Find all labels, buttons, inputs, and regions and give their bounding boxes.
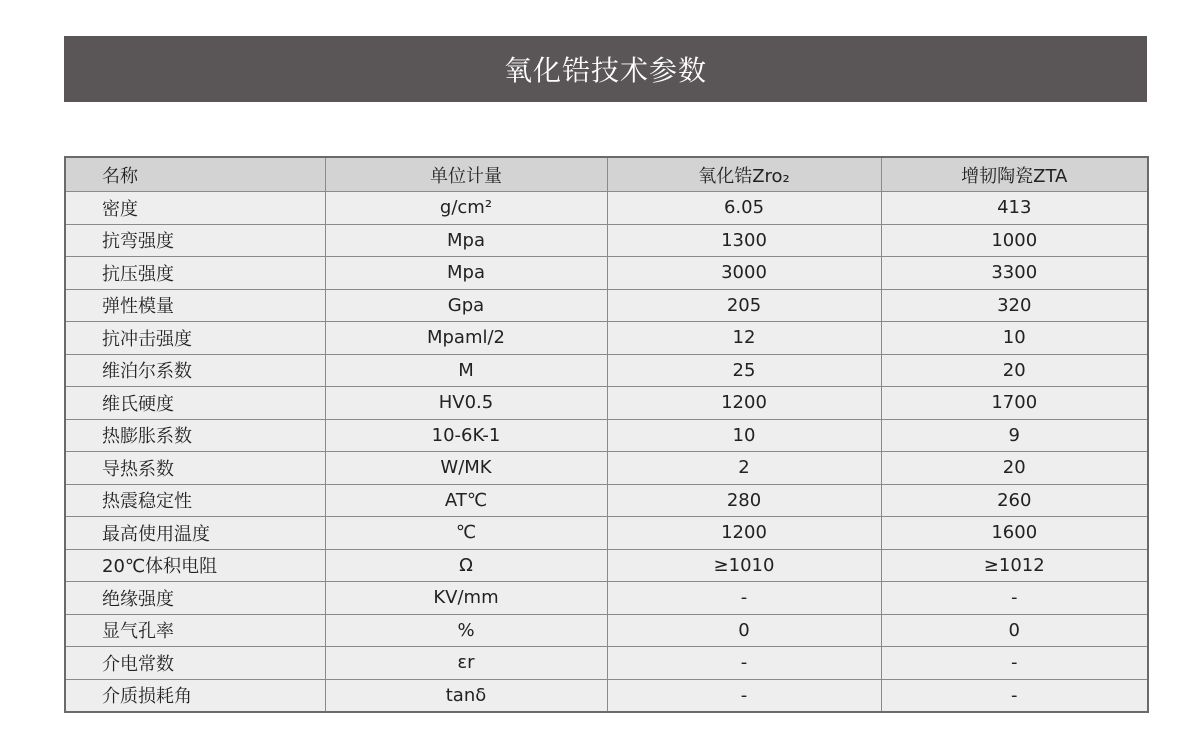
unit-cell: g/cm²	[325, 192, 607, 225]
unit-cell: ℃	[325, 517, 607, 550]
property-name: 密度	[65, 192, 325, 225]
page-title: 氧化锆技术参数	[503, 54, 707, 87]
zro2-value: 10	[607, 419, 881, 452]
header-zta: 增韧陶瓷ZTA	[881, 157, 1148, 192]
table-row	[65, 484, 1148, 517]
zro2-value: 3000	[607, 257, 881, 290]
unit-cell: AT℃	[325, 484, 607, 517]
unit-cell: 10-6K-1	[325, 419, 607, 452]
zro2-value: -	[607, 582, 881, 615]
zta-value: -	[881, 679, 1148, 712]
table-row	[65, 679, 1148, 712]
header-zro2: 氧化锆Zro₂	[607, 157, 881, 192]
zro2-value: 1200	[607, 387, 881, 420]
zro2-value: 1300	[607, 224, 881, 257]
property-name: 介质损耗角	[65, 679, 325, 712]
zta-value: -	[881, 582, 1148, 615]
zta-value: 413	[881, 192, 1148, 225]
zro2-value: 205	[607, 289, 881, 322]
unit-cell: Ω	[325, 549, 607, 582]
spec-table	[64, 156, 1149, 713]
zta-value: 3300	[881, 257, 1148, 290]
property-name: 热膨胀系数	[65, 419, 325, 452]
property-name: 维泊尔系数	[65, 354, 325, 387]
table-row	[65, 387, 1148, 420]
zro2-value: ≥1010	[607, 549, 881, 582]
property-name: 抗压强度	[65, 257, 325, 290]
table-body	[65, 192, 1148, 713]
table-row	[65, 257, 1148, 290]
header-unit: 单位计量	[325, 157, 607, 192]
table-row	[65, 647, 1148, 680]
zro2-value: 280	[607, 484, 881, 517]
table-row	[65, 517, 1148, 550]
zro2-value: 2	[607, 452, 881, 485]
table-row	[65, 452, 1148, 485]
unit-cell: εr	[325, 647, 607, 680]
property-name: 绝缘强度	[65, 582, 325, 615]
zro2-value: -	[607, 679, 881, 712]
zro2-value: 25	[607, 354, 881, 387]
zta-value: 260	[881, 484, 1148, 517]
table-row	[65, 582, 1148, 615]
table-row	[65, 419, 1148, 452]
zta-value: 20	[881, 354, 1148, 387]
unit-cell: HV0.5	[325, 387, 607, 420]
zro2-value: 6.05	[607, 192, 881, 225]
property-name: 抗弯强度	[65, 224, 325, 257]
unit-cell: Mpa	[325, 224, 607, 257]
table-row	[65, 322, 1148, 355]
unit-cell: tanδ	[325, 679, 607, 712]
header-name: 名称	[65, 157, 325, 192]
zta-value: 1700	[881, 387, 1148, 420]
unit-cell: W/MK	[325, 452, 607, 485]
table-row	[65, 354, 1148, 387]
zta-value: 9	[881, 419, 1148, 452]
title-bar	[64, 36, 1147, 102]
unit-cell: Mpa	[325, 257, 607, 290]
property-name: 抗冲击强度	[65, 322, 325, 355]
zta-value: 20	[881, 452, 1148, 485]
unit-cell: KV/mm	[325, 582, 607, 615]
property-name: 维氏硬度	[65, 387, 325, 420]
property-name: 最高使用温度	[65, 517, 325, 550]
table-header-row	[65, 157, 1148, 192]
zta-value: -	[881, 647, 1148, 680]
property-name: 弹性模量	[65, 289, 325, 322]
unit-cell: Mpaml/2	[325, 322, 607, 355]
property-name: 介电常数	[65, 647, 325, 680]
property-name: 热震稳定性	[65, 484, 325, 517]
zta-value: ≥1012	[881, 549, 1148, 582]
unit-cell: Gpa	[325, 289, 607, 322]
unit-cell: M	[325, 354, 607, 387]
zta-value: 0	[881, 614, 1148, 647]
zro2-value: 12	[607, 322, 881, 355]
property-name: 20℃体积电阻	[65, 549, 325, 582]
table-row	[65, 192, 1148, 225]
zro2-value: 1200	[607, 517, 881, 550]
table-row	[65, 614, 1148, 647]
property-name: 导热系数	[65, 452, 325, 485]
zta-value: 1000	[881, 224, 1148, 257]
zta-value: 320	[881, 289, 1148, 322]
table-row	[65, 224, 1148, 257]
zta-value: 10	[881, 322, 1148, 355]
zro2-value: 0	[607, 614, 881, 647]
table-row	[65, 289, 1148, 322]
table-row	[65, 549, 1148, 582]
unit-cell: %	[325, 614, 607, 647]
zta-value: 1600	[881, 517, 1148, 550]
zro2-value: -	[607, 647, 881, 680]
property-name: 显气孔率	[65, 614, 325, 647]
